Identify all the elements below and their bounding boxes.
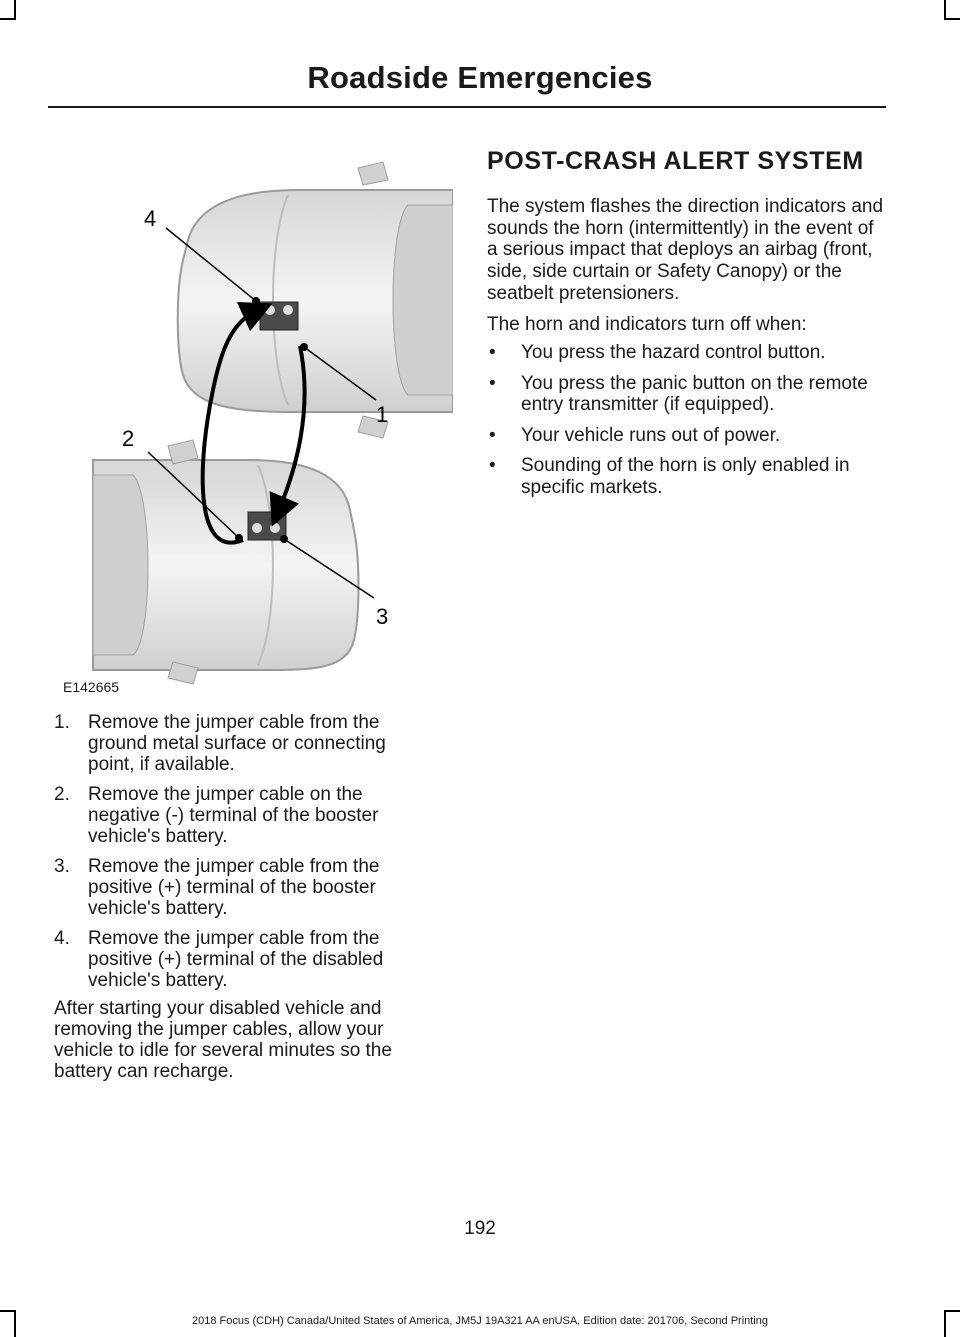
callout-4: 4: [144, 206, 157, 231]
header-rule: [48, 106, 886, 108]
list-item: • You press the hazard control button.: [489, 342, 826, 363]
page-number: 192: [464, 1218, 496, 1239]
section-intro: The system flashes the direction indicators and sounds the horn (intermittently) in the event of a serious impact that deploys an airbag (front, side, side curtain or Safety Canopy) or the seatbelt pretensioners.: [487, 196, 884, 304]
footer-text: 2018 Focus (CDH) Canada/United States of America, JM5J 19A321 AA enUSA, Edition date: 201706, Second Printing: [191, 1315, 768, 1327]
callout-1: 1: [376, 402, 389, 427]
crop-mark: [944, 18, 960, 20]
list-item: • Sounding of the horn is only enabled in specific markets.: [489, 455, 850, 498]
battery-icon: [260, 302, 298, 330]
list-item: 1. Remove the jumper cable from the ground metal surface or connecting point, if available.: [54, 712, 386, 775]
turn-off-conditions: [487, 342, 887, 507]
car-top-view-icon: [178, 162, 453, 438]
jump-start-diagram: [88, 150, 453, 695]
crop-mark: [0, 1310, 16, 1312]
list-item: 4. Remove the jumper cable from the positive (+) terminal of the disabled vehicle's battery.: [54, 928, 384, 991]
crop-mark: [944, 0, 946, 20]
crop-mark: [14, 0, 16, 20]
list-item: • You press the panic button on the remote entry transmitter (if equipped).: [489, 372, 868, 415]
section-title: POST-CRASH ALERT SYSTEM: [487, 147, 864, 175]
section-lead: The horn and indicators turn off when:: [487, 314, 807, 335]
callout-3: 3: [376, 604, 389, 629]
list-item: 3. Remove the jumper cable from the positive (+) terminal of the booster vehicle's battery.: [54, 856, 380, 919]
disconnect-steps: [54, 712, 434, 1000]
callout-2: 2: [122, 426, 135, 451]
page-header: Roadside Emergencies: [307, 60, 653, 95]
figure-code: E142665: [63, 679, 120, 695]
crop-mark: [0, 18, 16, 20]
list-item: • Your vehicle runs out of power.: [489, 424, 781, 446]
crop-mark: [944, 1310, 960, 1312]
after-start-paragraph: After starting your disabled vehicle and removing the jumper cables, allow your vehicle to idle for several minutes so the battery can recharge.: [54, 998, 392, 1082]
battery-icon: [248, 512, 286, 540]
list-item: 2. Remove the jumper cable on the negative (-) terminal of the booster vehicle's battery.: [54, 784, 379, 847]
